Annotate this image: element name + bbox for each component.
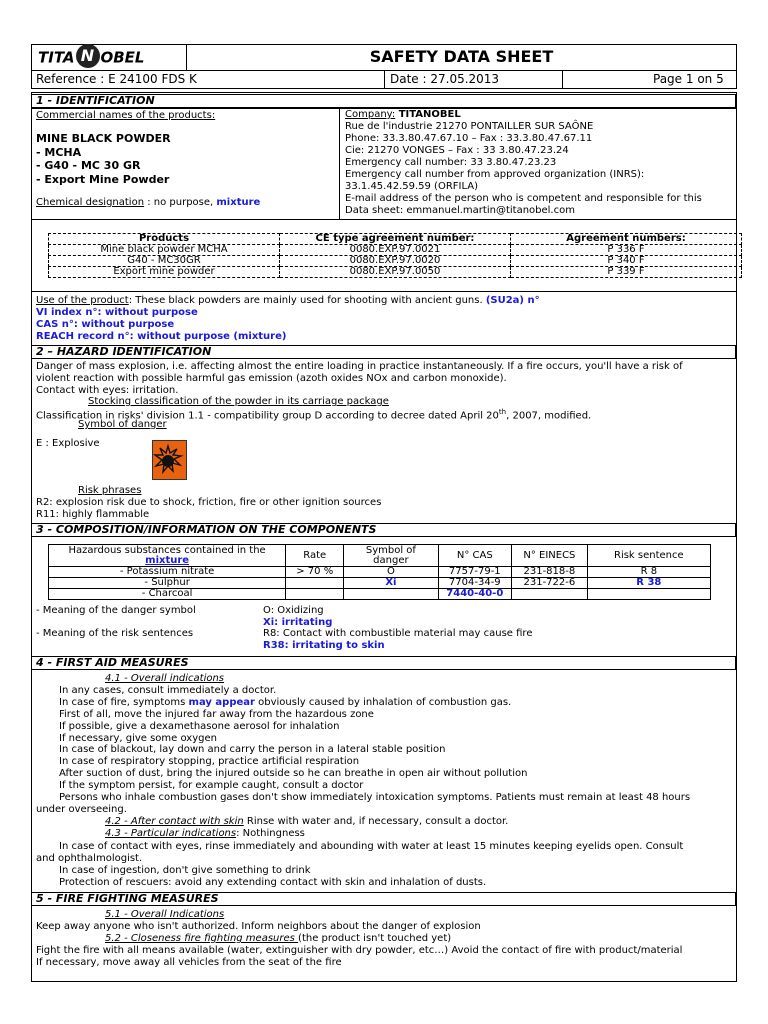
fire-line: Keep away anyone who isn't authorized. Inform neighbors about the danger of explosion	[36, 921, 481, 932]
emergency-org: Emergency call number from approved organization (INRS):	[345, 169, 645, 180]
emergency-number: Emergency call number: 33 3.80.47.23.23	[345, 157, 557, 168]
table-row: G40 - MC30GR 0080.EXP.97.0020 P 340 F	[49, 256, 742, 267]
product-name-2: - MCHA	[36, 146, 82, 159]
reference-number: Reference : E 24100 FDS K	[36, 72, 197, 86]
first-aid-line: If the symptom persist, for example caught, consult a doctor	[59, 780, 364, 791]
table-row: - Potassium nitrate > 70 % O 7757-79-1 231-818-8 R 8	[49, 567, 711, 578]
hazard-line-1: Danger of mass explosion, i.e. affecting almost the entire loading in practice instantaneously. If a fire occurs, you'll have a risk of	[36, 361, 683, 372]
table-row: - Sulphur Xi 7704-34-9 231-722-6 R 38	[49, 578, 711, 589]
document-title: SAFETY DATA SHEET	[369, 47, 554, 66]
hazard-line-2: violent reaction with possible harmful gas emission (azoth oxides NOx and carbon monoxide).	[36, 373, 507, 384]
fire-closeness-line: 5.2 - Closeness fire fighting measures (the product isn't touched yet)	[105, 933, 452, 944]
skin-contact-line: 4.2 - After contact with skin Rinse with water and, if necessary, consult a doctor.	[105, 816, 509, 827]
risk-r38-meaning: R38: irritating to skin	[263, 640, 385, 651]
explosive-hazard-icon	[152, 440, 187, 480]
table-row: Mine black powder MCHA 0080.EXP.97.0021 P 336 F	[49, 245, 742, 256]
stocking-classification: Stocking classification of the powder in its carriage package	[88, 396, 389, 407]
header-divider-ref	[384, 70, 385, 89]
first-aid-line: In case of respiratory stopping, practice artificial respiration	[59, 756, 360, 767]
chemical-designation: Chemical designation : no purpose, mixture	[36, 197, 261, 208]
header-divider-date	[562, 70, 563, 89]
symbol-xi-meaning: Xi: irritating	[263, 617, 333, 628]
symbol-of-danger-label: Symbol of danger	[78, 419, 167, 430]
col-products: Products	[49, 234, 280, 245]
first-aid-line: In case of blackout, lay down and carry the person in a lateral stable position	[59, 744, 446, 755]
first-aid-line: In any cases, consult immediately a doctor.	[59, 685, 277, 696]
classification-line: Classification in risks' division 1.1 - compatibility group D according to decree dated April 20th, 2007, modified.	[36, 408, 592, 422]
particular-indications-line: 4.3 - Particular indications: Nothingness	[105, 828, 305, 839]
section-3-heading: 3 - COMPOSITION/INFORMATION ON THE COMPONENTS	[31, 523, 736, 537]
use-separator	[31, 291, 737, 292]
risk-r11: R11: highly flammable	[36, 509, 150, 520]
hazard-line-3: Contact with eyes: irritation.	[36, 385, 179, 396]
company-logo: TITA N OBEL	[38, 46, 145, 67]
overall-indications-label: 4.1 - Overall indications	[105, 673, 225, 684]
product-name-3: - G40 - MC 30 GR	[36, 159, 141, 172]
company-phone: Phone: 33.3.80.47.67.10 – Fax : 33.3.80.47.67.11	[345, 133, 593, 144]
emergency-orfila: 33.1.45.42.59.59 (ORFILA)	[345, 181, 479, 192]
risk-phrases-label: Risk phrases	[78, 485, 142, 496]
fire-overall-indications-label: 5.1 - Overall Indications	[105, 909, 225, 920]
eyes-contact-line-2: and ophthalmologist.	[36, 853, 143, 864]
company-cie: Cie: 21270 VONGES – Fax : 33 3.80.47.23.24	[345, 145, 569, 156]
meaning-danger-symbol: - Meaning of the danger symbol	[36, 605, 196, 616]
commercial-names-label: Commercial names of the products:	[36, 110, 216, 121]
first-aid-line: Persons who inhale combustion gases don't show immediately intoxication symptoms. Patients must remain at least 48 hours	[59, 792, 691, 803]
meaning-risk-sentences: - Meaning of the risk sentences	[36, 628, 194, 639]
first-aid-line: If possible, give a dexamethasone aerosol for inhalation	[59, 721, 340, 732]
table-header-row: Hazardous substances contained in the mixture Rate Symbol of danger N° CAS N° EINECS Risk sentence	[49, 545, 711, 567]
section-1-heading: 1 - IDENTIFICATION	[31, 94, 736, 108]
first-aid-line: After suction of dust, bring the injured outside so he can breathe in open air without pollution	[59, 768, 528, 779]
rescuers-protection-line: Protection of rescuers: avoid any extending contact with skin and inhalation of dusts.	[59, 877, 487, 888]
eyes-contact-line-1: In case of contact with eyes, rinse immediately and abounding with water at least 15 minutes keeping eyelids open. Consult	[59, 841, 684, 852]
col-ce-number: CE type agreement number:	[280, 234, 511, 245]
product-name-1: MINE BLACK POWDER	[36, 132, 171, 145]
responsible-person: E-mail address of the person who is competent and responsible for this	[345, 193, 702, 204]
product-name-4: - Export Mine Powder	[36, 173, 170, 186]
table-row: Export mine powder 0080.EXP.97.0050 P 339 F	[49, 267, 742, 278]
section-2-heading: 2 – HAZARD IDENTIFICATION	[31, 345, 736, 359]
logo-circle: N	[76, 44, 100, 68]
risk-r8-meaning: R8: Contact with combustible material may cause fire	[263, 628, 533, 639]
section-4-heading: 4 - FIRST AID MEASURES	[31, 656, 736, 670]
first-aid-line: under overseeing.	[36, 804, 127, 815]
cas-number: CAS n°: without purpose	[36, 319, 175, 330]
table-header-row	[49, 234, 742, 245]
reach-record: REACH record n°: without purpose (mixture)	[36, 331, 287, 342]
section-5-heading: 5 - FIRE FIGHTING MEASURES	[31, 892, 736, 906]
first-aid-line: In case of fire, symptoms may appear obviously caused by inhalation of combustion gas.	[59, 697, 512, 708]
col-agreement: Agreement numbers:	[511, 234, 742, 245]
responsible-email: Data sheet: emmanuel.martin@titanobel.com	[345, 205, 575, 216]
table-row: - Charcoal 7440-40-0	[49, 589, 711, 600]
fire-line: Fight the fire with all means available (water, extinguisher with dry powder, etc…) Avoid the contact of fire with product/material	[36, 945, 683, 956]
explosive-label: E : Explosive	[36, 438, 100, 449]
first-aid-line: First of all, move the injured far away from the hazardous zone	[59, 709, 374, 720]
identification-divider	[339, 108, 340, 220]
company-address: Rue de l'industrie 21270 PONTAILLER SUR SAÔNE	[345, 121, 594, 132]
components-table	[48, 544, 711, 600]
page-number: Page 1 on 5	[653, 72, 724, 86]
issue-date: Date : 27.05.2013	[390, 72, 500, 86]
use-of-product: Use of the product: These black powders are mainly used for shooting with ancient guns. (SU2a) n°	[36, 295, 540, 306]
risk-r2: R2: explosion risk due to shock, friction, fire or other ignition sources	[36, 497, 382, 508]
vi-index: VI index n°: without purpose	[36, 307, 198, 318]
ingestion-line: In case of ingestion, don't give something to drink	[59, 865, 311, 876]
symbol-o-meaning: O: Oxidizing	[263, 605, 324, 616]
fire-line: If necessary, move away all vehicles from the seat of the fire	[36, 957, 342, 968]
agreement-table	[48, 233, 742, 278]
first-aid-line: If necessary, give some oxygen	[59, 733, 217, 744]
company-line: Company: TITANOBEL	[345, 109, 461, 120]
